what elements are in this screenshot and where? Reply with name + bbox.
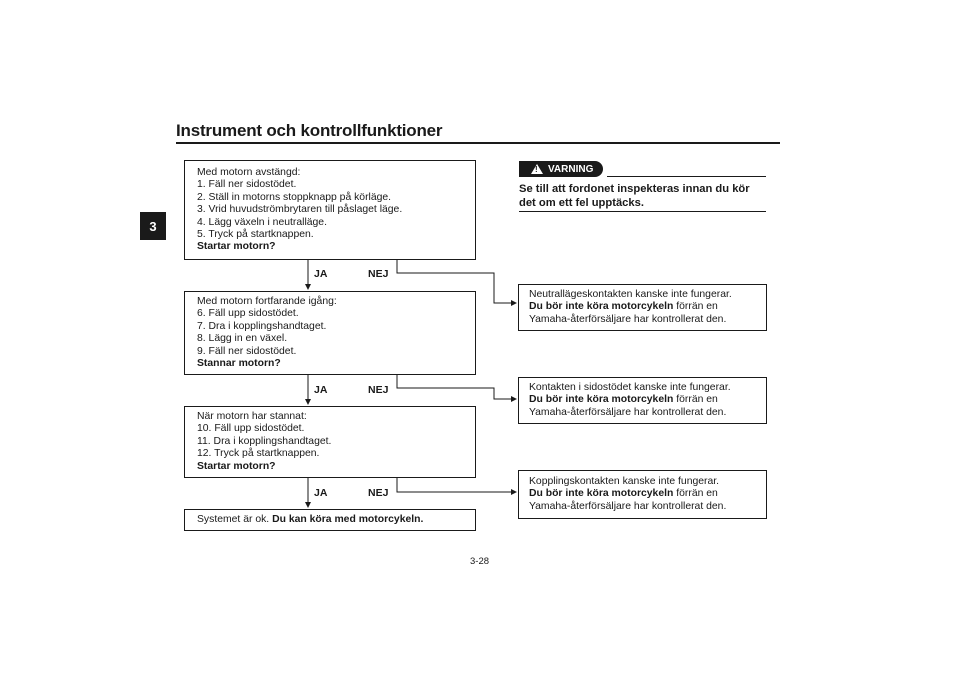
step3-question: Startar motorn? bbox=[197, 460, 276, 472]
nej-connector-3 bbox=[397, 477, 516, 492]
step2-line: 6. Fäll upp sidostödet. bbox=[197, 308, 299, 320]
warning-label: VARNING bbox=[548, 163, 594, 175]
fault-line: Yamaha-återförsäljare har kontrollerat den. bbox=[529, 313, 727, 325]
fault-line: Kontakten i sidostödet kanske inte fungerar. bbox=[529, 382, 731, 393]
warning-triangle-icon: ! bbox=[531, 164, 543, 174]
step3-line: 11. Dra i kopplingshandtaget. bbox=[197, 435, 332, 447]
ja-label-2: JA bbox=[314, 384, 328, 396]
nej-connector-2 bbox=[397, 374, 516, 399]
step2-question: Stannar motorn? bbox=[197, 358, 281, 370]
fault-line: Neutrallägeskontakten kanske inte fungerar. bbox=[529, 289, 732, 300]
fault-line: Kopplingskontakten kanske inte fungerar. bbox=[529, 476, 720, 487]
step3-line: 10. Fäll upp sidostödet. bbox=[197, 423, 305, 435]
ja-label-3: JA bbox=[314, 487, 328, 499]
step3-line: När motorn har stannat: bbox=[197, 411, 307, 422]
step1-line: 5. Tryck på startknappen. bbox=[197, 229, 314, 241]
step1-line: 1. Fäll ner sidostödet. bbox=[197, 179, 297, 191]
step2-line: Med motorn fortfarande igång: bbox=[197, 296, 337, 307]
warning-text: Se till att fordonet inspekteras innan du kör det om ett fel upptäcks. bbox=[519, 183, 750, 209]
step2-line: 9. Fäll ner sidostödet. bbox=[197, 345, 297, 357]
step2-box bbox=[184, 291, 476, 375]
warning-rule-bottom bbox=[519, 211, 766, 212]
result-bold: Du kan köra med motorcykeln. bbox=[272, 514, 424, 525]
step3-line: 12. Tryck på startknappen. bbox=[197, 448, 320, 460]
fault-after: förrän en bbox=[673, 394, 718, 406]
fault-after: förrän en bbox=[673, 488, 718, 500]
step1-line: 3. Vrid huvudströmbrytaren till påslaget läge. bbox=[197, 204, 403, 216]
fault-line: Yamaha-återförsäljare har kontrollerat den. bbox=[529, 406, 727, 418]
fault-box-neutral bbox=[518, 284, 767, 331]
fault-line bbox=[529, 488, 756, 500]
fault-bold: Du bör inte köra motorcykeln bbox=[529, 488, 674, 500]
ja-label-1: JA bbox=[314, 268, 328, 280]
step1-box bbox=[184, 160, 476, 260]
step1-question: Startar motorn? bbox=[197, 241, 276, 253]
fault-box-sidestand bbox=[518, 377, 767, 424]
warning-badge bbox=[519, 161, 603, 177]
result-text: Systemet är ok. bbox=[197, 514, 270, 525]
step3-box bbox=[184, 406, 476, 478]
step2-line: 7. Dra i kopplingshandtaget. bbox=[197, 320, 327, 332]
result-box bbox=[184, 509, 476, 531]
chapter-tab: 3 bbox=[140, 212, 166, 240]
fault-line bbox=[529, 301, 756, 313]
result-line bbox=[197, 514, 463, 526]
step1-line: 2. Ställ in motorns stoppknapp på körläge. bbox=[197, 191, 392, 203]
fault-line bbox=[529, 394, 756, 406]
step2-line: 8. Lägg in en växel. bbox=[197, 333, 288, 345]
warning-rule-top bbox=[607, 176, 766, 177]
nej-label-3: NEJ bbox=[368, 487, 389, 499]
fault-bold: Du bör inte köra motorcykeln bbox=[529, 301, 674, 313]
step1-line: 4. Lägg växeln i neutralläge. bbox=[197, 216, 327, 228]
page-title: Instrument och kontrollfunktioner bbox=[176, 121, 443, 140]
fault-after: förrän en bbox=[673, 301, 718, 313]
page-number: 3-28 bbox=[470, 556, 490, 567]
fault-box-clutch bbox=[518, 470, 767, 519]
nej-label-2: NEJ bbox=[368, 384, 389, 396]
nej-label-1: NEJ bbox=[368, 268, 389, 280]
fault-bold: Du bör inte köra motorcykeln bbox=[529, 394, 674, 406]
fault-line: Yamaha-återförsäljare har kontrollerat den. bbox=[529, 500, 727, 512]
step1-line: Med motorn avstängd: bbox=[197, 167, 301, 178]
